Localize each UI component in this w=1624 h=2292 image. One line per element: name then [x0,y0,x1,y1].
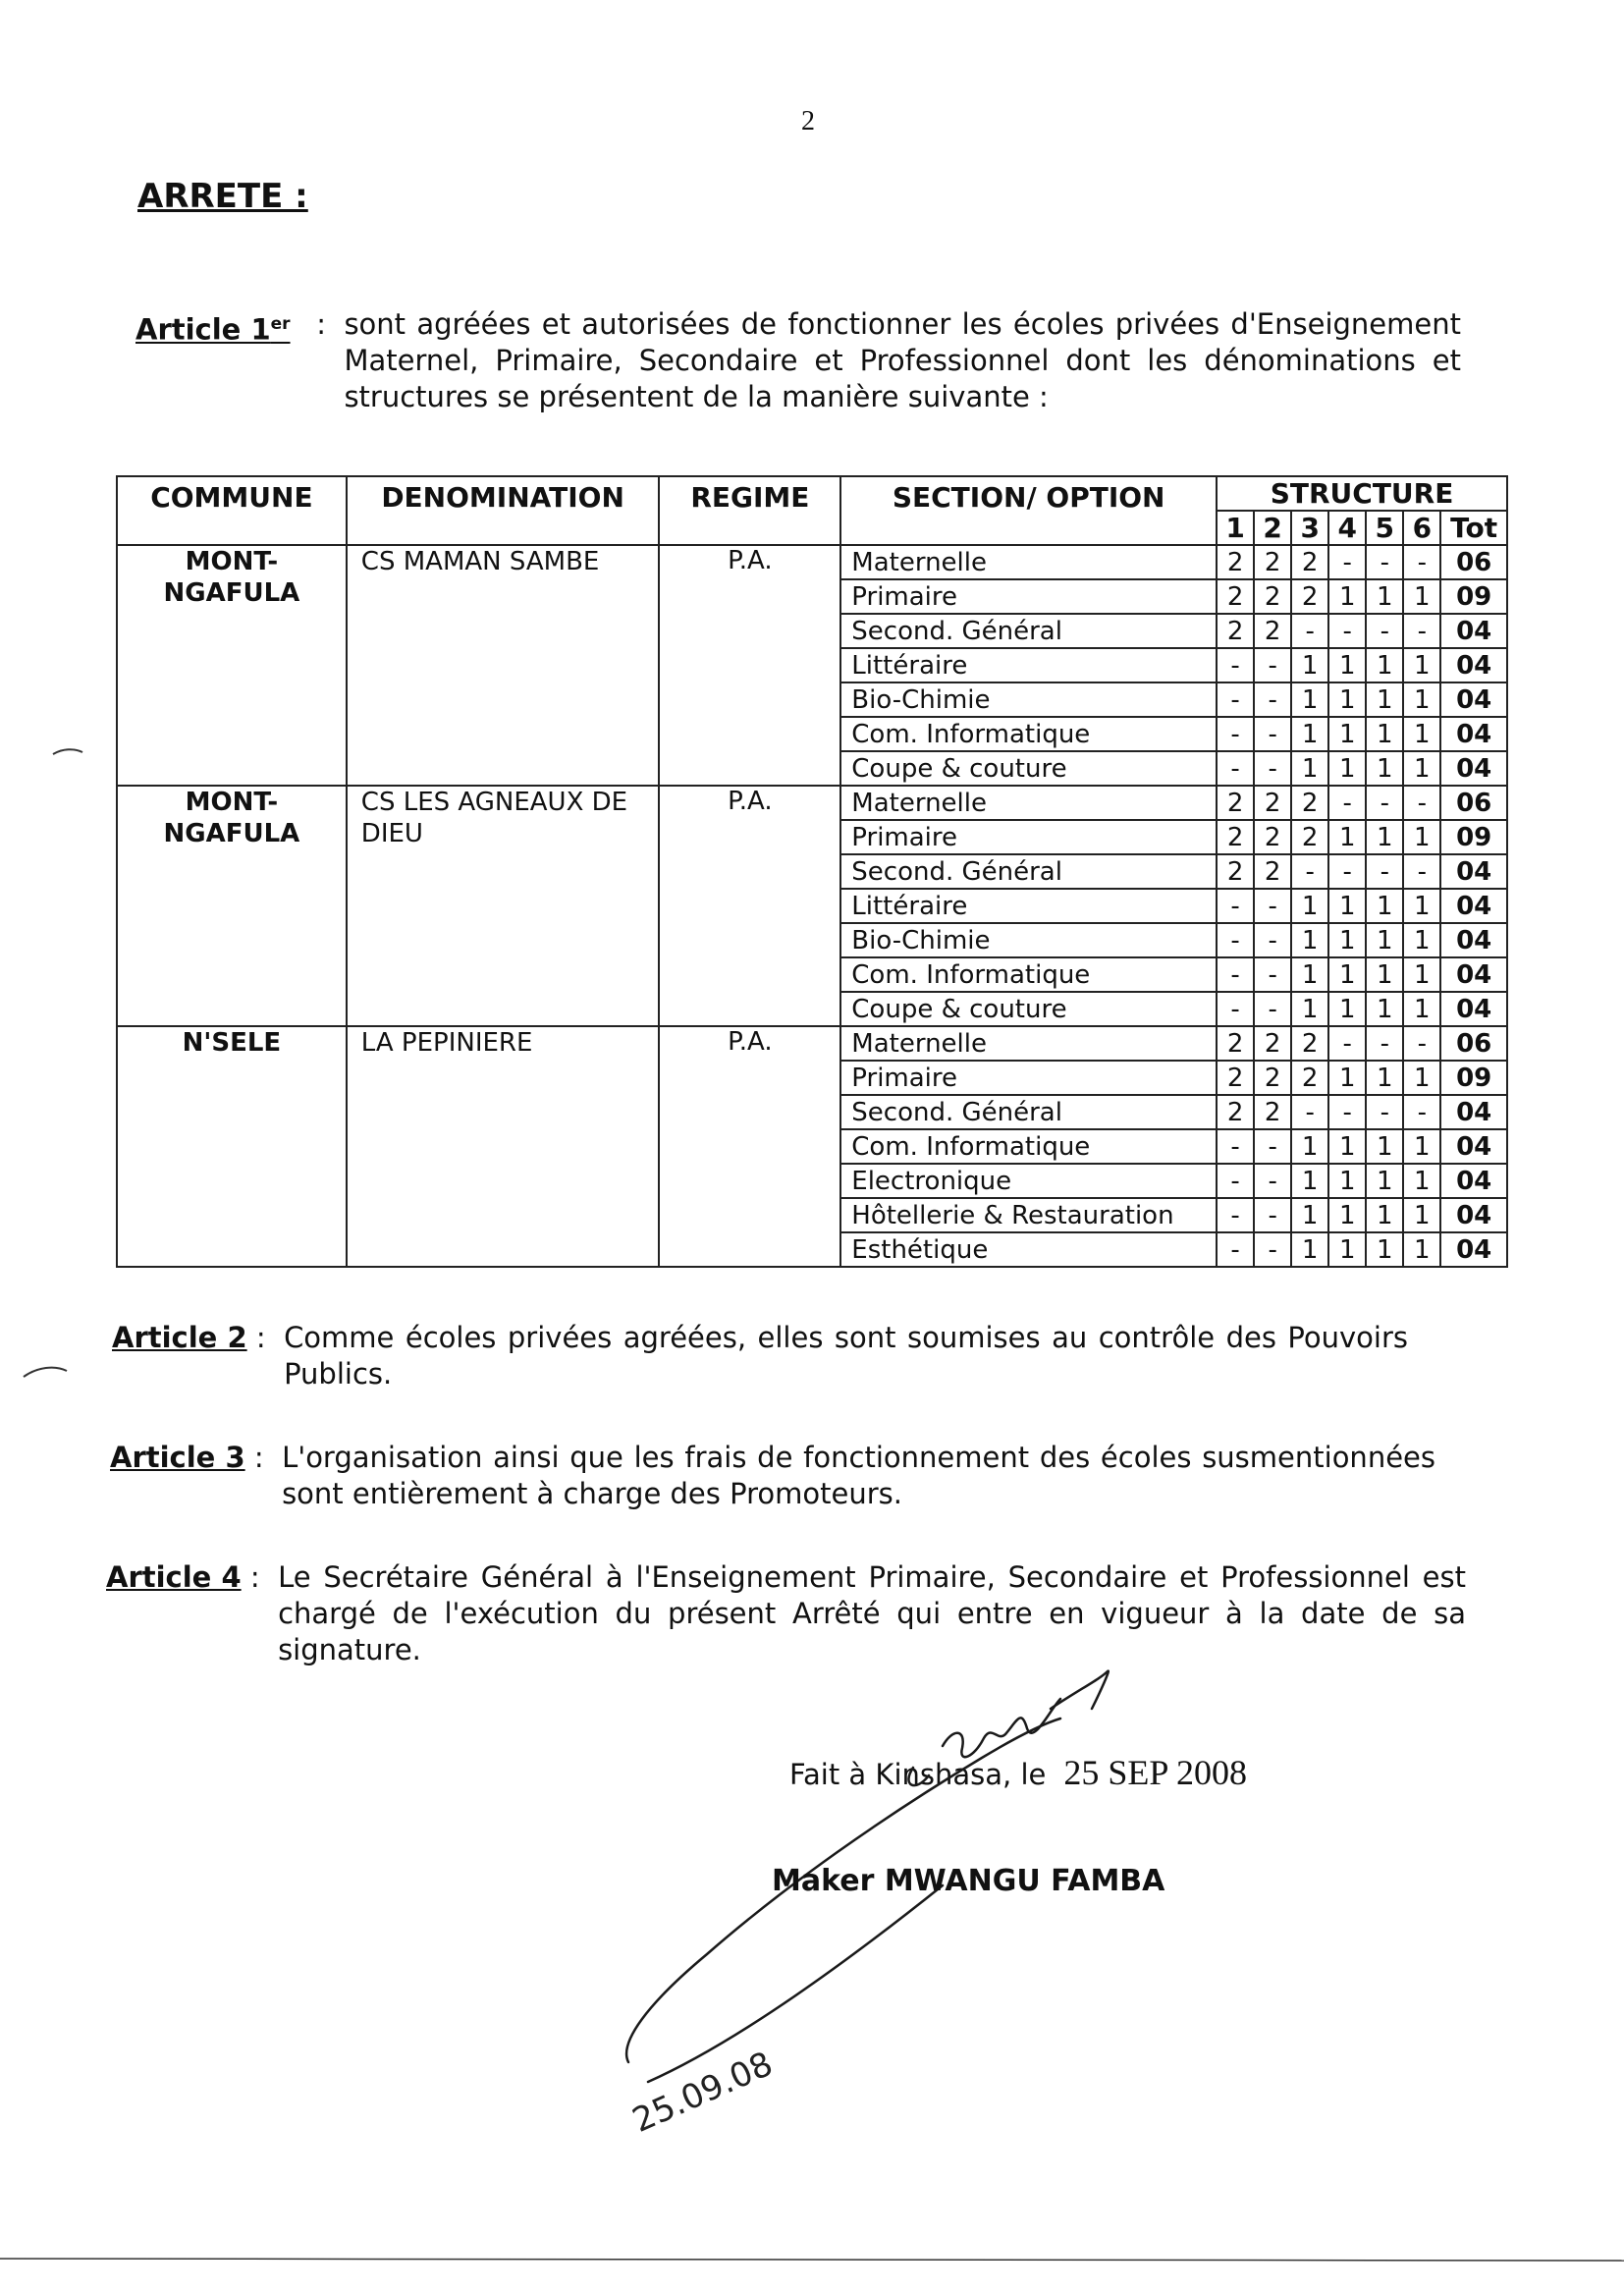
section-cell: Coupe & couture [840,992,1217,1026]
article-1-separator: : [307,307,345,341]
year-6-cell: - [1403,545,1440,579]
article-4-separator: : [241,1560,279,1594]
total-cell: 04 [1440,1129,1507,1164]
year-3-cell: 1 [1291,1232,1328,1267]
year-5-cell: 1 [1366,648,1403,682]
year-4-cell: - [1328,545,1366,579]
year-1-cell: - [1217,1198,1254,1232]
total-cell: 04 [1440,1095,1507,1129]
section-cell: Second. Général [840,1095,1217,1129]
year-2-cell: - [1254,923,1291,957]
year-6-cell: 1 [1403,682,1440,717]
schools-table-body [117,545,1507,1267]
year-1-cell: - [1217,717,1254,751]
year-3-cell: 2 [1291,1026,1328,1061]
year-4-cell: 1 [1328,923,1366,957]
section-cell: Primaire [840,579,1217,614]
year-4-cell: 1 [1328,682,1366,717]
section-cell: Bio-Chimie [840,682,1217,717]
year-3-cell: 1 [1291,1129,1328,1164]
year-3-cell: - [1291,854,1328,889]
year-2-cell: - [1254,957,1291,992]
total-cell: 04 [1440,992,1507,1026]
year-6-cell: 1 [1403,751,1440,786]
year-5-cell: 1 [1366,923,1403,957]
header-year-2: 2 [1254,511,1291,545]
signatory-name: Maker MWANGU FAMBA [772,1864,1165,1898]
year-6-cell: 1 [1403,1198,1440,1232]
year-4-cell: 1 [1328,1129,1366,1164]
header-regime: REGIME [659,476,840,545]
year-2-cell: - [1254,648,1291,682]
year-1-cell: - [1217,682,1254,717]
year-4-cell: 1 [1328,889,1366,923]
year-3-cell: 2 [1291,579,1328,614]
header-denomination: DENOMINATION [347,476,660,545]
year-4-cell: - [1328,614,1366,648]
date-stamp: 25 SEP 2008 [1063,1753,1248,1792]
total-cell: 04 [1440,957,1507,992]
year-5-cell: - [1366,854,1403,889]
year-2-cell: - [1254,1164,1291,1198]
denomination-cell: LA PEPINIERE [347,1026,660,1267]
year-5-cell: 1 [1366,992,1403,1026]
year-6-cell: - [1403,1026,1440,1061]
year-4-cell: 1 [1328,820,1366,854]
year-1-cell: 2 [1217,786,1254,820]
year-3-cell: - [1291,1095,1328,1129]
header-year-4: 4 [1328,511,1366,545]
article-4 [106,1559,1466,1668]
total-cell: 09 [1440,820,1507,854]
year-5-cell: - [1366,1095,1403,1129]
year-6-cell: 1 [1403,1164,1440,1198]
year-6-cell: 1 [1403,1061,1440,1095]
total-cell: 04 [1440,751,1507,786]
year-1-cell: 2 [1217,854,1254,889]
section-cell: Com. Informatique [840,957,1217,992]
page-number: 2 [801,106,815,136]
year-3-cell: - [1291,614,1328,648]
year-1-cell: 2 [1217,579,1254,614]
year-5-cell: 1 [1366,957,1403,992]
total-cell: 04 [1440,682,1507,717]
year-3-cell: 1 [1291,1198,1328,1232]
year-1-cell: - [1217,957,1254,992]
year-5-cell: 1 [1366,717,1403,751]
year-2-cell: 2 [1254,1061,1291,1095]
table-row [117,786,1507,820]
total-cell: 04 [1440,614,1507,648]
total-cell: 06 [1440,786,1507,820]
commune-cell: MONT- NGAFULA [117,545,347,786]
year-5-cell: 1 [1366,579,1403,614]
total-cell: 09 [1440,1061,1507,1095]
denomination-cell: CS MAMAN SAMBE [347,545,660,786]
header-year-5: 5 [1366,511,1403,545]
header-year-1: 1 [1217,511,1254,545]
year-3-cell: 2 [1291,820,1328,854]
article-2-separator: : [246,1321,285,1354]
year-6-cell: 1 [1403,889,1440,923]
year-4-cell: - [1328,786,1366,820]
year-3-cell: 2 [1291,786,1328,820]
year-3-cell: 1 [1291,889,1328,923]
year-4-cell: 1 [1328,1198,1366,1232]
year-1-cell: 2 [1217,545,1254,579]
place-label: Fait à Kinshasa, le [789,1758,1047,1791]
year-1-cell: 2 [1217,1061,1254,1095]
year-2-cell: 2 [1254,854,1291,889]
bottom-rule [0,2259,1624,2261]
total-cell: 04 [1440,854,1507,889]
year-2-cell: 2 [1254,1026,1291,1061]
year-2-cell: 2 [1254,614,1291,648]
year-1-cell: 2 [1217,820,1254,854]
year-1-cell: 2 [1217,614,1254,648]
year-2-cell: - [1254,1232,1291,1267]
section-cell: Maternelle [840,786,1217,820]
year-4-cell: 1 [1328,579,1366,614]
year-4-cell: 1 [1328,751,1366,786]
year-3-cell: 2 [1291,1061,1328,1095]
year-4-cell: 1 [1328,648,1366,682]
year-1-cell: 2 [1217,1095,1254,1129]
year-2-cell: - [1254,1129,1291,1164]
total-cell: 04 [1440,889,1507,923]
year-2-cell: 2 [1254,579,1291,614]
year-2-cell: 2 [1254,1095,1291,1129]
year-5-cell: 1 [1366,1198,1403,1232]
year-1-cell: - [1217,1232,1254,1267]
total-cell: 06 [1440,1026,1507,1061]
year-1-cell: - [1217,923,1254,957]
section-cell: Com. Informatique [840,1129,1217,1164]
commune-cell: N'SELE [117,1026,347,1267]
article-2-label: Article 2 [112,1321,247,1354]
year-3-cell: 1 [1291,923,1328,957]
article-2 [112,1320,1408,1392]
year-6-cell: - [1403,1095,1440,1129]
year-2-cell: - [1254,751,1291,786]
year-1-cell: - [1217,1164,1254,1198]
header-year-3: 3 [1291,511,1328,545]
year-6-cell: 1 [1403,1232,1440,1267]
year-5-cell: - [1366,786,1403,820]
section-cell: Coupe & couture [840,751,1217,786]
section-cell: Littéraire [840,648,1217,682]
header-section-option: SECTION/ OPTION [840,476,1217,545]
year-6-cell: - [1403,614,1440,648]
year-4-cell: 1 [1328,992,1366,1026]
year-2-cell: 2 [1254,545,1291,579]
total-cell: 04 [1440,717,1507,751]
year-2-cell: - [1254,992,1291,1026]
year-5-cell: 1 [1366,1164,1403,1198]
year-6-cell: - [1403,854,1440,889]
year-6-cell: 1 [1403,648,1440,682]
section-cell: Second. Général [840,854,1217,889]
section-cell: Com. Informatique [840,717,1217,751]
year-5-cell: 1 [1366,751,1403,786]
article-3-label: Article 3 [110,1441,245,1474]
year-4-cell: - [1328,1026,1366,1061]
total-cell: 06 [1440,545,1507,579]
margin-mark-left-2 [24,1368,67,1377]
year-2-cell: - [1254,717,1291,751]
year-5-cell: - [1366,545,1403,579]
year-5-cell: 1 [1366,1129,1403,1164]
year-3-cell: 1 [1291,717,1328,751]
section-cell: Primaire [840,820,1217,854]
year-4-cell: - [1328,854,1366,889]
section-cell: Esthétique [840,1232,1217,1267]
table-row [117,1026,1507,1061]
year-4-cell: - [1328,1095,1366,1129]
decree-heading: ARRETE : [137,177,308,216]
year-6-cell: - [1403,786,1440,820]
denomination-cell: CS LES AGNEAUX DE DIEU [347,786,660,1026]
year-5-cell: 1 [1366,1061,1403,1095]
margin-mark-left-1 [53,749,82,754]
total-cell: 04 [1440,1198,1507,1232]
year-6-cell: 1 [1403,957,1440,992]
year-2-cell: 2 [1254,786,1291,820]
article-4-text: Le Secrétaire Général à l'Enseignement Primaire, Secondaire et Professionnel est chargé de l'exécution du présent Arrêté qui entre en vigueur à la date de sa signature. [278,1560,1466,1666]
total-cell: 04 [1440,648,1507,682]
handwritten-date: 25.09.08 [626,2044,779,2141]
article-4-label: Article 4 [106,1560,242,1594]
regime-cell: P.A. [659,786,840,1026]
header-structure: STRUCTURE [1217,476,1507,511]
section-cell: Hôtellerie & Restauration [840,1198,1217,1232]
year-2-cell: - [1254,1198,1291,1232]
year-6-cell: 1 [1403,717,1440,751]
year-1-cell: - [1217,751,1254,786]
article-1-text: sont agréées et autorisées de fonctionner les écoles privées d'Enseignement Maternel, Primaire, Secondaire et Professionnel dont les dénominations et structures se présentent de la manière suivante : [344,307,1461,413]
year-5-cell: - [1366,1026,1403,1061]
article-3 [110,1440,1435,1512]
schools-table [116,475,1508,1268]
year-5-cell: - [1366,614,1403,648]
year-1-cell: 2 [1217,1026,1254,1061]
commune-cell: MONT- NGAFULA [117,786,347,1026]
section-cell: Littéraire [840,889,1217,923]
year-4-cell: 1 [1328,1164,1366,1198]
year-3-cell: 1 [1291,992,1328,1026]
article-1 [135,306,1461,415]
year-4-cell: 1 [1328,1232,1366,1267]
regime-cell: P.A. [659,545,840,786]
article-2-text: Comme écoles privées agréées, elles sont soumises au contrôle des Pouvoirs Publics. [284,1321,1408,1391]
year-5-cell: 1 [1366,820,1403,854]
year-3-cell: 1 [1291,682,1328,717]
year-3-cell: 1 [1291,957,1328,992]
year-4-cell: 1 [1328,1061,1366,1095]
article-1-label: Article 1er [135,312,291,347]
year-5-cell: 1 [1366,1232,1403,1267]
regime-cell: P.A. [659,1026,840,1267]
year-2-cell: - [1254,682,1291,717]
article-3-separator: : [244,1441,283,1474]
year-1-cell: - [1217,889,1254,923]
total-cell: 04 [1440,1232,1507,1267]
article-3-text: L'organisation ainsi que les frais de fonctionnement des écoles susmentionnées sont entièrement à charge des Promoteurs. [282,1441,1435,1510]
year-4-cell: 1 [1328,717,1366,751]
year-2-cell: 2 [1254,820,1291,854]
total-cell: 04 [1440,923,1507,957]
year-6-cell: 1 [1403,820,1440,854]
year-4-cell: 1 [1328,957,1366,992]
year-3-cell: 1 [1291,751,1328,786]
handwritten-signature [589,1669,1335,2219]
section-cell: Second. Général [840,614,1217,648]
year-6-cell: 1 [1403,923,1440,957]
table-row [117,545,1507,579]
year-2-cell: - [1254,889,1291,923]
section-cell: Maternelle [840,1026,1217,1061]
year-1-cell: - [1217,648,1254,682]
header-total: Tot [1440,511,1507,545]
section-cell: Maternelle [840,545,1217,579]
year-3-cell: 1 [1291,1164,1328,1198]
year-3-cell: 1 [1291,648,1328,682]
year-6-cell: 1 [1403,1129,1440,1164]
year-1-cell: - [1217,992,1254,1026]
year-6-cell: 1 [1403,579,1440,614]
year-6-cell: 1 [1403,992,1440,1026]
year-5-cell: 1 [1366,682,1403,717]
header-year-6: 6 [1403,511,1440,545]
year-3-cell: 2 [1291,545,1328,579]
year-1-cell: - [1217,1129,1254,1164]
total-cell: 09 [1440,579,1507,614]
section-cell: Electronique [840,1164,1217,1198]
header-commune: COMMUNE [117,476,347,545]
section-cell: Primaire [840,1061,1217,1095]
section-cell: Bio-Chimie [840,923,1217,957]
year-5-cell: 1 [1366,889,1403,923]
total-cell: 04 [1440,1164,1507,1198]
